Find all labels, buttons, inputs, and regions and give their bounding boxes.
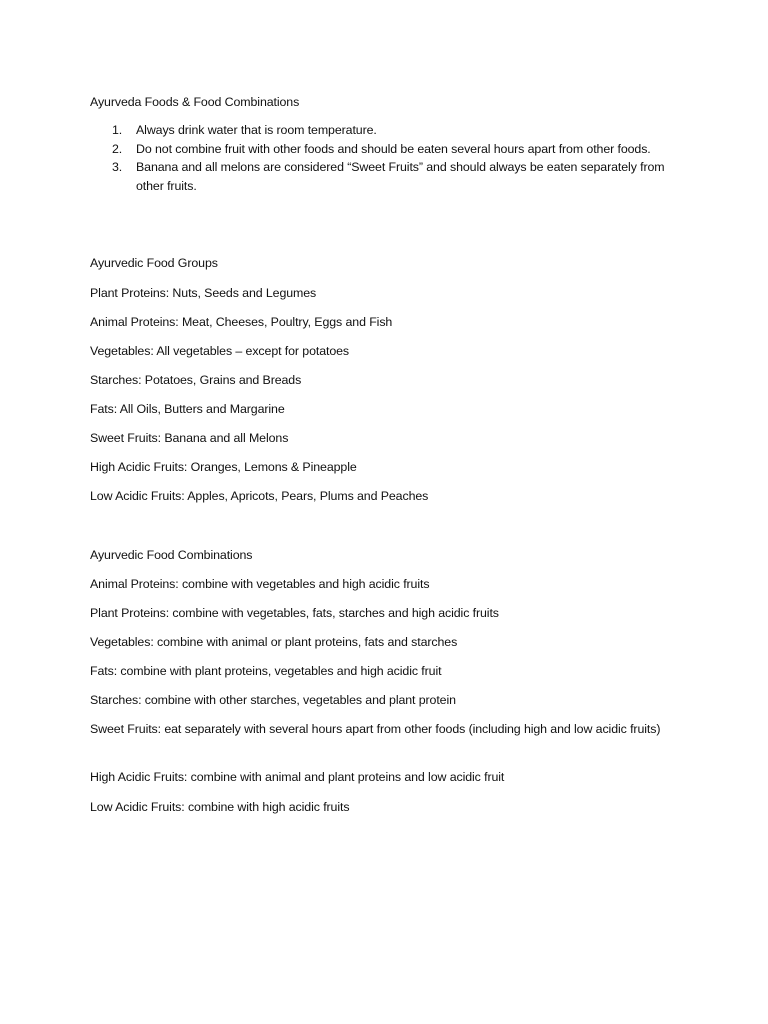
combination-item: Animal Proteins: combine with vegetables and high acidic fruits: [90, 577, 430, 591]
list-text: Banana and all melons are considered “Sweet Fruits” and should always be eaten separately from other fruits.: [136, 160, 665, 193]
list-number: 3.: [112, 160, 123, 174]
list-number: 2.: [112, 141, 123, 156]
rules-list: [90, 121, 670, 195]
combination-item: Vegetables: combine with animal or plant proteins, fats and starches: [90, 635, 458, 649]
food-group-item: Animal Proteins: Meat, Cheeses, Poultry, Eggs and Fish: [90, 315, 393, 329]
combinations-heading: Ayurvedic Food Combinations: [90, 548, 253, 562]
food-group-item: High Acidic Fruits: Oranges, Lemons & Pineapple: [90, 460, 357, 474]
food-group-item: Sweet Fruits: Banana and all Melons: [90, 431, 289, 445]
list-text: Always drink water that is room temperature.: [136, 123, 377, 137]
list-number: 1.: [112, 123, 123, 137]
combination-item: Sweet Fruits: eat separately with several hours apart from other foods (including high and low acidic fruits): [90, 722, 661, 736]
list-text: Do not combine fruit with other foods and should be eaten several hours apart from other foods.: [136, 141, 651, 156]
combination-item: Starches: combine with other starches, vegetables and plant protein: [90, 693, 456, 707]
food-groups-heading: Ayurvedic Food Groups: [90, 256, 218, 270]
combination-item: Fats: combine with plant proteins, vegetables and high acidic fruit: [90, 664, 442, 678]
list-item: [90, 140, 670, 159]
food-group-item: Vegetables: All vegetables – except for potatoes: [90, 344, 350, 358]
combination-item: High Acidic Fruits: combine with animal and plant proteins and low acidic fruit: [90, 770, 505, 784]
combination-item: Plant Proteins: combine with vegetables, fats, starches and high acidic fruits: [90, 606, 499, 620]
food-group-item: Plant Proteins: Nuts, Seeds and Legumes: [90, 286, 317, 300]
food-group-item: Fats: All Oils, Butters and Margarine: [90, 402, 285, 416]
list-item: [90, 158, 670, 195]
list-item: [90, 121, 670, 140]
food-group-item: Low Acidic Fruits: Apples, Apricots, Pears, Plums and Peaches: [90, 489, 429, 503]
food-group-item: Starches: Potatoes, Grains and Breads: [90, 373, 302, 387]
combination-item: Low Acidic Fruits: combine with high acidic fruits: [90, 800, 350, 814]
document-title: Ayurveda Foods & Food Combinations: [90, 95, 300, 109]
